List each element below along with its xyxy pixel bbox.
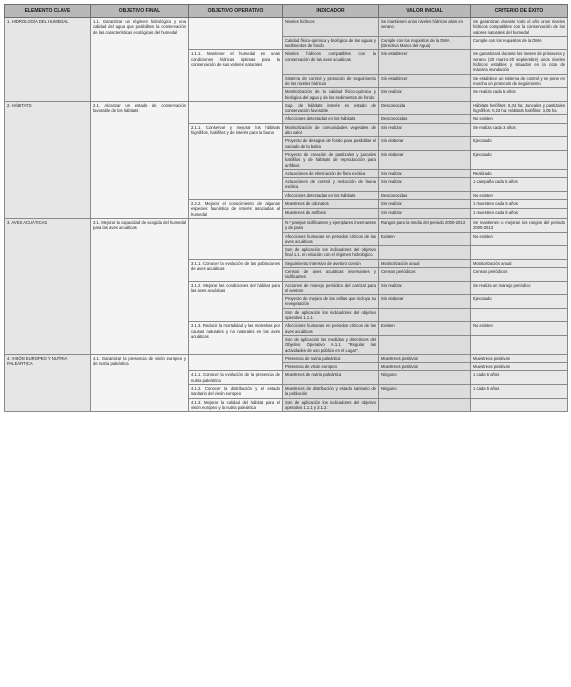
criterio-exito-cell (471, 308, 568, 322)
indicador-cell: Muestreos de distribución y estado sanitario de la población (283, 385, 379, 399)
objetivo-operativo-cell: 2.2.2. Mejorar el conocimiento de algunas especies faunística de interés asociadas al humedal (189, 200, 283, 219)
indicador-cell: N.º parejas nidificantes y ejemplares invernantes y de paso (283, 218, 379, 232)
objectives-table-page (4, 4, 567, 679)
valor-inicial-cell: Sin realizar (379, 209, 471, 218)
valor-inicial-cell: Se mantienen unos niveles hídricos altos en verano (379, 18, 471, 37)
criterio-exito-cell: No existen (471, 115, 568, 123)
objetivo-operativo-cell (189, 354, 283, 371)
criterio-exito-cell: Realizado (471, 169, 568, 177)
indicador-cell: Actuaciones de control y reducción de fauna exótica (283, 178, 379, 192)
indicador-cell: Monitorización de la calidad físico-química y biológica del agua y de los sedimentos de fondo (283, 88, 379, 102)
indicador-cell: Son de aplicación las medidas y directrices del Objetivo Operativo A.1.1. "Regular las actividades de uso público en el Lugar". (283, 335, 379, 354)
criterio-exito-cell: Se garantizará durante los meses de primavera y verano (20 marzo-20 septiembre) unos niveles hídricos estables y situados en la cota de máxima inundación (471, 50, 568, 74)
valor-inicial-cell: Desconocidas (379, 191, 471, 199)
header-objetivo-final: OBJETIVO FINAL (91, 5, 189, 18)
indicador-cell: Niveles hídricos compatibles con la conservación de las aves acuáticas (283, 50, 379, 74)
valor-inicial-cell: Sin realizar (379, 281, 471, 295)
table-body (5, 18, 568, 412)
valor-inicial-cell: Existen (379, 232, 471, 246)
criterio-exito-cell: No existen (471, 232, 568, 246)
indicador-cell: Monitorización de comunidades vegetales de alto valor (283, 123, 379, 137)
objetivo-final-cell: 4.1. Garantizar la presencia de visón europeo y de nutria paleártica (91, 354, 189, 411)
criterio-exito-cell: Ejecutado (471, 137, 568, 151)
elemento-clave-cell: 4. VISÓN EUROPEO Y NUTRIA PALEÁRTICA (5, 354, 91, 411)
criterio-exito-cell: Se mantienen o mejoran los rangos del periodo 2000-2013 (471, 218, 568, 232)
criterio-exito-cell: Se establece un sistema de control y se pone en marcha un protocolo de seguimiento (471, 74, 568, 88)
indicador-cell: Sistema de control y protocolo de seguimiento de los niveles hídricos (283, 74, 379, 88)
criterio-exito-cell: Monitorización anual (471, 259, 568, 267)
criterio-exito-cell: 1 muestreo cada 5 años (471, 200, 568, 209)
valor-inicial-cell: Sin establecer (379, 74, 471, 88)
criterio-exito-cell: 1 muestreo cada 5 años (471, 209, 568, 218)
elemento-clave-cell: 3. AVES ACUÁTICAS (5, 218, 91, 354)
table-row (5, 218, 568, 232)
criterio-exito-cell: 1 cada 5 años (471, 371, 568, 385)
valor-inicial-cell: Sin realizar (379, 178, 471, 192)
objetivo-operativo-cell: 2.1.1. Conservar y mejorar los hábitats higrófilos, halófilos y de interés para la fauna (189, 123, 283, 199)
table-header (5, 5, 568, 18)
objetivo-operativo-cell: 3.1.1. Conocer la evolución de las poblaciones de aves acuáticas (189, 259, 283, 281)
indicador-cell: Proyecto de mejora de las orillas que incluya su revegetación (283, 295, 379, 309)
elemento-clave-cell: 2. HÁBITATS (5, 101, 91, 218)
header-row (5, 5, 568, 18)
objetivo-operativo-cell (189, 18, 283, 50)
objetivo-operativo-cell (189, 218, 283, 259)
indicador-cell: Acciones de manejo periódico del carrizal para el avetoro (283, 281, 379, 295)
valor-inicial-cell: Sin elaborar (379, 137, 471, 151)
valor-inicial-cell: Monitorización anual (379, 259, 471, 267)
valor-inicial-cell: Rangos para la media del periodo 2000-2013 (379, 218, 471, 232)
indicador-cell: Presencia de nutria paleártica (283, 354, 379, 362)
valor-inicial-cell: Existen (379, 322, 471, 336)
indicador-cell: Sup. de hábitats interés en estado de conservación favorable (283, 101, 379, 115)
criterio-exito-cell (471, 335, 568, 354)
valor-inicial-cell: Sin establecer (379, 50, 471, 74)
indicador-cell: Seguimiento intensivo de avetoro común (283, 259, 379, 267)
objetivo-final-cell: 2.1. Alcanzar un estado de conservación favorable de los hábitats (91, 101, 189, 218)
criterio-exito-cell: 1 campaña cada 5 años (471, 178, 568, 192)
table-row (5, 18, 568, 37)
valor-inicial-cell: Sin realizar (379, 169, 471, 177)
table-row (5, 354, 568, 362)
indicador-cell: Muestreos de odonatos (283, 200, 379, 209)
valor-inicial-cell: Sin realizar (379, 200, 471, 209)
criterio-exito-cell: Censos periódicos (471, 267, 568, 281)
criterio-exito-cell: Cumple con los requisitos de la DMA (471, 36, 568, 50)
objetivo-operativo-cell: 4.1.2. Conocer la distribución y el estado sanitario del visón europeo (189, 385, 283, 399)
criterio-exito-cell: Ejecutado (471, 295, 568, 309)
indicador-cell: Calidad físico-química y biológica de las aguas y sedimentos de fondo (283, 36, 379, 50)
criterio-exito-cell: Se realiza cada 5 años (471, 88, 568, 102)
criterio-exito-cell: Se garantizan durante todo el año unos niveles hídricos compatibles con la conservación de los valores naturales del humedal (471, 18, 568, 37)
valor-inicial-cell: Censos periódicos (379, 267, 471, 281)
indicador-cell: Niveles hídricos (283, 18, 379, 37)
indicador-cell: Presencia de visón europeo (283, 363, 379, 371)
indicador-cell: Actuaciones de eliminación de flora exótica (283, 169, 379, 177)
criterio-exito-cell: No existen (471, 322, 568, 336)
table-row (5, 101, 568, 115)
valor-inicial-cell: Desconocida (379, 101, 471, 115)
objetivo-operativo-cell: 4.1.1. Conocer la evolución de la presencia de nutria paleártica (189, 371, 283, 385)
header-objetivo-operativo: OBJETIVO OPERATIVO (189, 5, 283, 18)
valor-inicial-cell: Desconocidas (379, 115, 471, 123)
objectives-table (4, 4, 568, 412)
indicador-cell: Afecciones detectadas en los hábitats (283, 191, 379, 199)
criterio-exito-cell (471, 398, 568, 412)
criterio-exito-cell (471, 246, 568, 260)
criterio-exito-cell: Se realiza un manejo periódico (471, 281, 568, 295)
valor-inicial-cell (379, 246, 471, 260)
valor-inicial-cell: Cumple con los requisitos de la DMA (Directiva Marco del Agua) (379, 36, 471, 50)
criterio-exito-cell: 1 cada 5 años (471, 385, 568, 399)
valor-inicial-cell: Sin realizar (379, 88, 471, 102)
indicador-cell: Muestreos de anfibios (283, 209, 379, 218)
objetivo-final-cell: 1.1. Garantizar un régimen hidrológico y una calidad del agua que posibiliten la conservación de las características ecológicas del humedal (91, 18, 189, 102)
valor-inicial-cell: Ninguno (379, 385, 471, 399)
header-valor-inicial: VALOR INICIAL (379, 5, 471, 18)
header-indicador: INDICADOR (283, 5, 379, 18)
objetivo-operativo-cell: 1.1.1. Mantener el humedal en unas condiciones hídricas óptimas para la conservación de sus valores naturales (189, 50, 283, 101)
objetivo-operativo-cell: 3.1.3. Reducir la mortalidad y las molestias por causas naturales y no naturales en las aves acuáticas (189, 322, 283, 354)
objetivo-operativo-cell: 4.1.3. Mejorar la calidad del hábitat para el visón europeo y la nutria paleártica (189, 398, 283, 412)
valor-inicial-cell (379, 398, 471, 412)
objetivo-final-cell: 3.1. Mejorar la capacidad de acogida del humedal para las aves acuáticas (91, 218, 189, 354)
indicador-cell: Afecciones detectadas en los hábitats (283, 115, 379, 123)
header-elemento-clave: ELEMENTO CLAVE (5, 5, 91, 18)
valor-inicial-cell (379, 308, 471, 322)
valor-inicial-cell: Sin elaborar (379, 150, 471, 169)
objetivo-operativo-cell (189, 101, 283, 123)
indicador-cell: Muestreos de nutria paleártica (283, 371, 379, 385)
valor-inicial-cell: Muestreos positivos (379, 354, 471, 362)
criterio-exito-cell: Hábitats helófitos: 6,34 ha; Juncales y pastizales higrófilos: 0,23 ha; Hábitats halófilos: 3,05 ha (471, 101, 568, 115)
indicador-cell: Censos de aves acuáticas invernantes y nidificantes (283, 267, 379, 281)
valor-inicial-cell: Muestreos positivos (379, 363, 471, 371)
header-criterio-exito: CRITERIO DE ÉXITO (471, 5, 568, 18)
indicador-cell: Son de aplicación los indicadores del objetivo operativo 1.1.1 y 3.1.2. (283, 398, 379, 412)
valor-inicial-cell: Sin realizar (379, 123, 471, 137)
valor-inicial-cell: Sin elaborar (379, 295, 471, 309)
valor-inicial-cell: Ninguno (379, 371, 471, 385)
valor-inicial-cell (379, 335, 471, 354)
indicador-cell: Son de aplicación los indicadores del objetivo final 1.1. en relación con el régimen hidrológico (283, 246, 379, 260)
objetivo-operativo-cell: 3.1.2. Mejorar las condiciones del hábitat para las aves acuáticas (189, 281, 283, 322)
indicador-cell: Proyecto de creación de pastizales y juncales halófilos y de hábitats de reproducción para anfibios (283, 150, 379, 169)
elemento-clave-cell: 1. HIDROLOGÍA DEL HUMEDAL (5, 18, 91, 102)
criterio-exito-cell: Muestreos positivos (471, 354, 568, 362)
criterio-exito-cell: No existen (471, 191, 568, 199)
indicador-cell: Proyecto de desagüe de fondo para posibilitar el vaciado de la balsa (283, 137, 379, 151)
criterio-exito-cell: Ejecutado (471, 150, 568, 169)
indicador-cell: Afecciones humanas en periodos críticos de las aves acuáticas (283, 232, 379, 246)
indicador-cell: Son de aplicación los indicadores del objetivo operativo 1.1.1. (283, 308, 379, 322)
criterio-exito-cell: Se realiza cada 3 años (471, 123, 568, 137)
indicador-cell: Afecciones humanas en periodos críticos de las aves acuáticas (283, 322, 379, 336)
criterio-exito-cell: Muestreos positivos (471, 363, 568, 371)
